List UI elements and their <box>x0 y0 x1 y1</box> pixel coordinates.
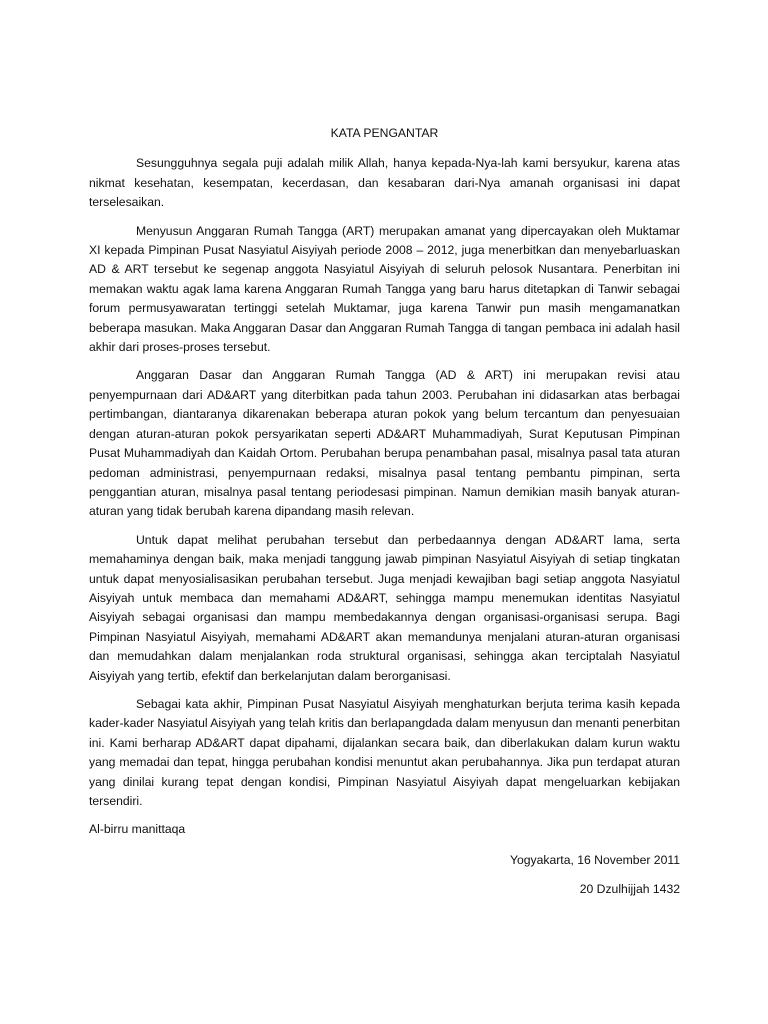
document-body <box>89 124 680 910</box>
page-title: KATA PENGANTAR <box>330 126 439 140</box>
paragraph-1: Sesungguhnya segala puji adalah milik Allah, hanya kepada-Nya-lah kami bersyukur, karena atas nikmat kesehatan, kesempatan, kecerdasan, dan kesabaran dari-Nya amanah organisasi ini dapat terselesaikan. <box>89 156 680 210</box>
paragraph-5: Sebagai kata akhir, Pimpinan Pusat Nasyiatul Aisyiyah menghaturkan berjuta terima kasih kepada kader-kader Nasyiatul Aisyiyah yang telah kritis dan berlapangdada dalam menyusun dan menanti penerbitan ini. Kami berharap AD&ART dapat dipahami, dijalankan secara baik, dan diberlakukan dalam kurun waktu yang memadai dan tepat, hingga perubahan kondisi menuntut akan perubahannya. Jika pun terdapat aturan yang dinilai kurang tepat dengan kondisi, Pimpinan Nasyiatul Aisyiyah dapat mengeluarkan kebijakan tersendiri. <box>89 696 680 808</box>
paragraph-3: Anggaran Dasar dan Anggaran Rumah Tangga (AD & ART) ini merupakan revisi atau penyempurnaan dari AD&ART yang diterbitkan pada tahun 2003. Perubahan ini didasarkan atas berbagai pertimbangan, diantaranya dikarenakan beberapa aturan pokok yang belum tercantum dan penyesuaian dengan aturan-aturan pokok persyarikatan seperti AD&ART Muhammadiyah, Surat Keputusan Pimpinan Pusat Muhammadiyah dan Kaidah Ortom. Perubahan berupa penambahan pasal, misalnya pasal tata aturan pedoman administrasi, penyempurnaan redaksi, misalnya pasal tentang pembantu pimpinan, serta penggantian aturan, misalnya pasal tentang periodesasi pimpinan. Namun demikian masih banyak aturan-aturan yang tidak berubah karena dipandang masih relevan. <box>89 368 680 519</box>
paragraph-2: Menyusun Anggaran Rumah Tangga (ART) merupakan amanat yang dipercayakan oleh Muktamar XI kepada Pimpinan Pusat Nasyiatul Aisyiyah periode 2008 – 2012, juga menerbitkan dan menyebarluaskan AD & ART tersebut ke segenap anggota Nasyiatul Aisyiyah di seluruh pelosok Nusantara. Penerbitan ini memakan waktu agak lama karena Anggaran Rumah Tangga yang baru harus ditetapkan di Tanwir sebagai forum permusyawaratan tertinggi setelah Muktamar, juga karena Tanwir pun masih mengamanatkan beberapa masukan. Maka Anggaran Dasar dan Anggaran Rumah Tangga di tangan pembaca ini adalah hasil akhir dari proses-proses tersebut. <box>89 223 680 355</box>
place-date: Yogyakarta, 16 November 2011 <box>509 852 680 867</box>
closing-phrase: Al-birru manittaqa <box>89 822 186 837</box>
hijri-date: 20 Dzulhijjah 1432 <box>579 882 680 897</box>
paragraph-4: Untuk dapat melihat perubahan tersebut dan perbedaannya dengan AD&ART lama, serta memahaminya dengan baik, maka menjadi tanggung jawab pimpinan Nasyiatul Aisyiyah di setiap tingkatan untuk dapat menyosialisasikan perubahan tersebut. Juga menjadi kewajiban bagi setiap anggota Nasyiatul Aisyiyah untuk membaca dan memahami AD&ART, sehingga mampu menemukan identitas Nasyiatul Aisyiyah sebagai organisasi dan mampu membedakannya dengan organisasi-organisasi serupa. Bagi Pimpinan Nasyiatul Aisyiyah, memahami AD&ART akan memandunya menjalani aturan-aturan organisasi dan memudahkan dalam menjalankan roda struktural organisasi, sehingga akan terciptalah Nasyiatul Aisyiyah yang tertib, efektif dan berkelanjutan dalam berorganisasi. <box>89 532 680 683</box>
